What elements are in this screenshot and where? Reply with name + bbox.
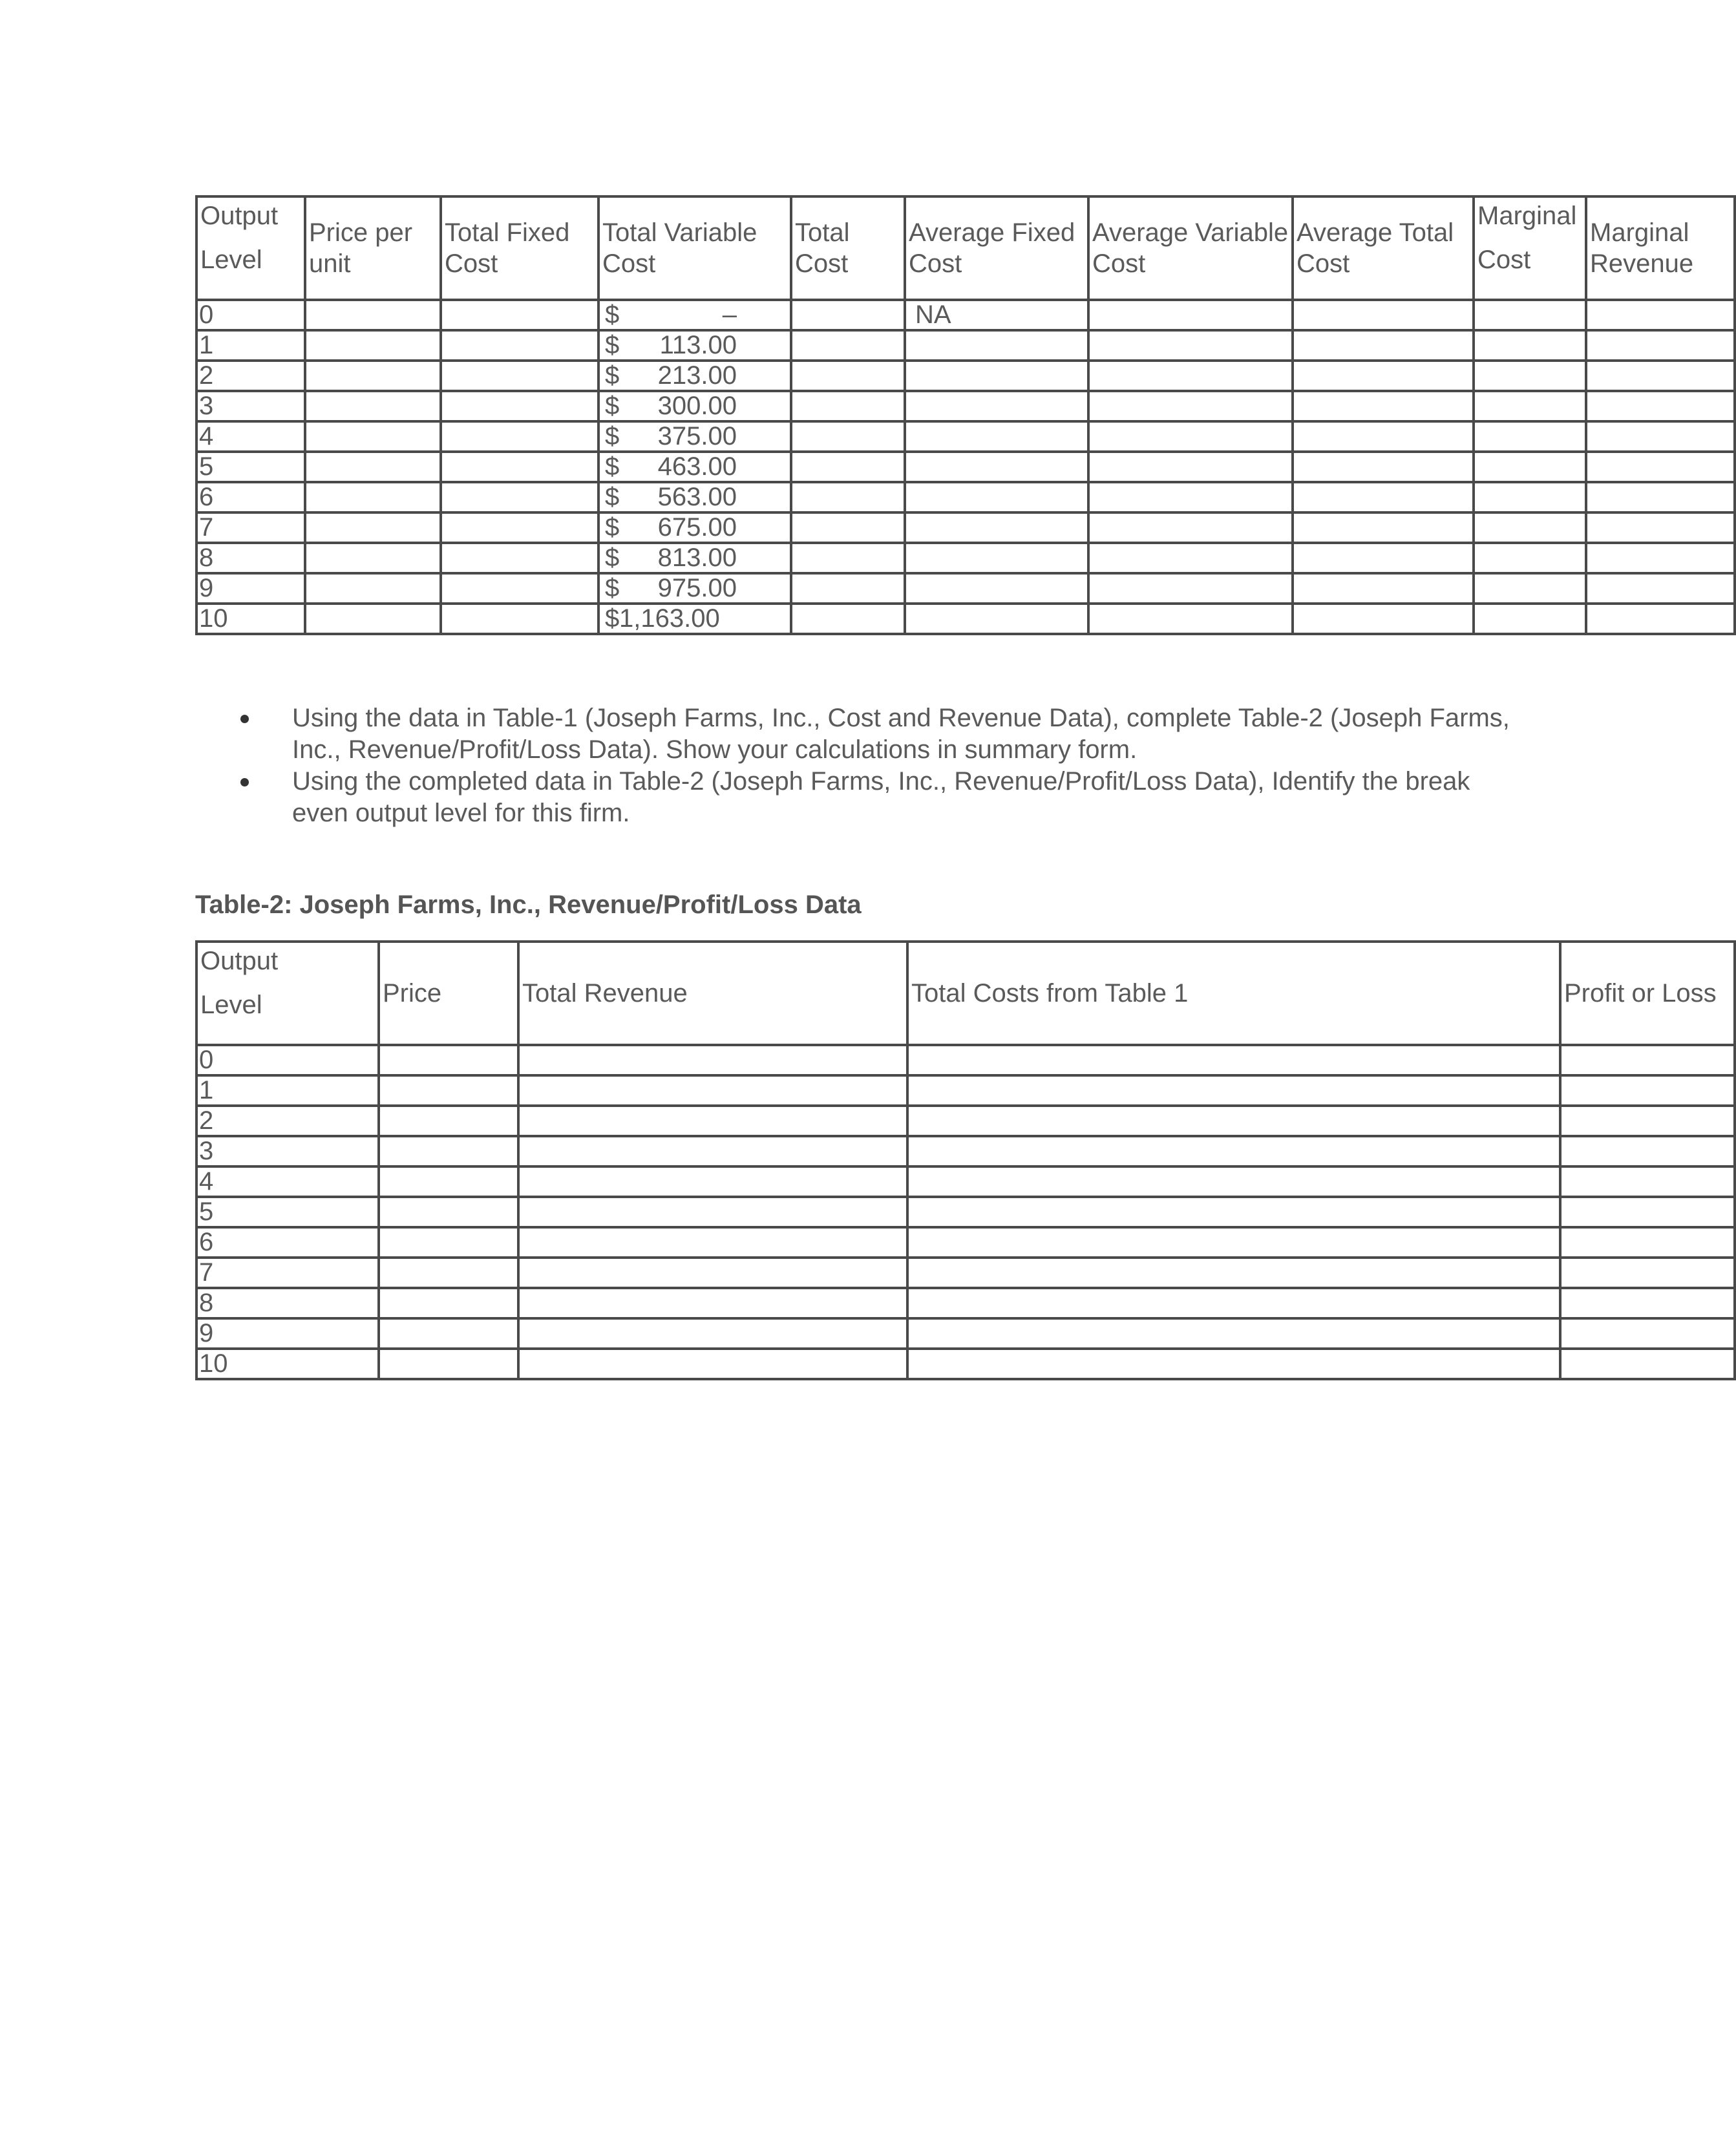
amount-value: 375.00 [657,422,737,450]
marginal-revenue-cell [1586,300,1735,330]
header-price-per-unit-text: Price per unit [309,218,413,278]
marginal-revenue-cell [1586,573,1735,604]
average-variable-cost-cell [1088,604,1293,634]
marginal-cost-cell [1474,391,1586,421]
header-output-level-line1: Output [200,202,279,230]
average-total-cost-cell [1293,300,1474,330]
header-price [379,942,518,1045]
average-total-cost-cell [1293,421,1474,452]
header-total-costs-from-table1 [907,942,1560,1045]
total-fixed-cost-cell [441,452,598,482]
average-fixed-cost-cell [905,512,1088,543]
header-profit-or-loss [1560,942,1735,1045]
average-fixed-cost-cell [905,391,1088,421]
price-cell [379,1136,518,1166]
total-costs-cell [907,1197,1560,1227]
output-level-cell: 1 [196,1075,379,1106]
average-variable-cost-cell [1088,543,1293,573]
output-level-cell: 7 [196,512,305,543]
total-variable-cost-cell [598,421,791,452]
total-cost-cell [791,604,905,634]
price-per-unit-cell [305,300,441,330]
profit-or-loss-cell [1560,1075,1735,1106]
average-fixed-cost-cell [905,543,1088,573]
header-output-level-line1: Output [200,947,279,975]
average-total-cost-cell [1293,452,1474,482]
marginal-cost-cell [1474,543,1586,573]
average-variable-cost-cell [1088,300,1293,330]
bullet-dot-icon [240,778,249,786]
output-level-cell: 3 [196,1136,379,1166]
total-revenue-cell [518,1075,907,1106]
instruction-item [240,766,1520,829]
header-average-variable-cost [1088,196,1293,300]
total-revenue-cell [518,1166,907,1197]
marginal-revenue-cell [1586,543,1735,573]
total-variable-cost-cell [598,482,791,512]
total-costs-cell [907,1106,1560,1136]
bullet-dot-icon [240,715,249,723]
total-revenue-cell [518,1318,907,1349]
output-level-cell: 6 [196,482,305,512]
output-level-cell: 8 [196,543,305,573]
currency-symbol: $ [605,574,620,602]
amount-value: – [722,301,737,329]
output-level-cell: 4 [196,1166,379,1197]
table-row [196,1288,1735,1318]
price-per-unit-cell [305,391,441,421]
average-fixed-cost-cell [905,573,1088,604]
header-total-fixed-cost [441,196,598,300]
total-fixed-cost-cell [441,300,598,330]
total-variable-cost-cell [598,330,791,361]
table-row [196,1045,1735,1075]
average-variable-cost-cell [1088,421,1293,452]
table-row [196,1258,1735,1288]
table-row [196,1166,1735,1197]
total-costs-cell [907,1166,1560,1197]
currency-symbol: $ [605,361,620,390]
table-row [196,361,1735,391]
marginal-cost-cell [1474,482,1586,512]
table2-title: Table-2: Joseph Farms, Inc., Revenue/Profit/Loss Data [195,891,862,919]
currency-symbol: $ [605,513,620,542]
output-level-cell: 8 [196,1288,379,1318]
average-fixed-cost-cell [905,604,1088,634]
table-row [196,1106,1735,1136]
price-per-unit-cell [305,604,441,634]
header-average-fixed-cost [905,196,1088,300]
price-cell [379,1318,518,1349]
header-output-level-line2: Level [200,246,262,274]
price-cell [379,1197,518,1227]
header-total-cost [791,196,905,300]
price-cell [379,1045,518,1075]
average-fixed-cost-cell [905,482,1088,512]
average-total-cost-cell [1293,512,1474,543]
total-revenue-cell [518,1136,907,1166]
table-row [196,1075,1735,1106]
total-cost-cell [791,391,905,421]
table-row [196,604,1735,634]
total-variable-cost-cell [598,573,791,604]
currency-symbol: $ [605,543,620,572]
price-per-unit-cell [305,421,441,452]
price-per-unit-cell [305,452,441,482]
total-revenue-cell [518,1258,907,1288]
average-variable-cost-cell [1088,573,1293,604]
table-row [196,391,1735,421]
currency-symbol: $ [605,301,620,329]
marginal-revenue-cell [1586,512,1735,543]
marginal-cost-cell [1474,421,1586,452]
currency-symbol: $ [605,604,620,633]
average-fixed-cost-cell [905,452,1088,482]
table-row [196,421,1735,452]
output-level-cell: 2 [196,1106,379,1136]
price-per-unit-cell [305,512,441,543]
total-revenue-cell [518,1227,907,1258]
header-marginal-revenue-text: Marginal Revenue [1590,218,1694,278]
amount-value: 113.00 [659,331,737,359]
total-costs-cell [907,1075,1560,1106]
marginal-cost-cell [1474,604,1586,634]
total-cost-cell [791,452,905,482]
header-average-variable-cost-text: Average Variable Cost [1092,218,1289,278]
profit-or-loss-cell [1560,1227,1735,1258]
total-costs-cell [907,1045,1560,1075]
marginal-cost-cell [1474,452,1586,482]
instruction-text: Using the completed data in Table-2 (Joseph Farms, Inc., Revenue/Profit/Loss Data), Identify the break even output level for this firm. [292,767,1470,827]
header-price-text: Price [383,979,442,1007]
price-cell [379,1227,518,1258]
average-fixed-cost-cell [905,421,1088,452]
table2-header-row [196,942,1735,1045]
header-profit-or-loss-text: Profit or Loss [1564,979,1717,1007]
amount-value: 975.00 [657,574,737,602]
total-cost-cell [791,512,905,543]
total-variable-cost-cell [598,604,791,634]
marginal-revenue-cell [1586,421,1735,452]
header-output-level [196,196,305,300]
total-costs-cell [907,1136,1560,1166]
table-row [196,1227,1735,1258]
marginal-revenue-cell [1586,482,1735,512]
average-variable-cost-cell [1088,512,1293,543]
amount-value: 675.00 [657,513,737,542]
instruction-item [240,702,1520,766]
total-cost-cell [791,482,905,512]
marginal-cost-cell [1474,300,1586,330]
total-revenue-cell [518,1045,907,1075]
average-variable-cost-cell [1088,482,1293,512]
price-cell [379,1166,518,1197]
average-fixed-cost-cell: NA [905,300,1088,330]
table1-header-row [196,196,1735,300]
total-revenue-cell [518,1197,907,1227]
revenue-profit-loss-table [195,940,1736,1380]
total-fixed-cost-cell [441,421,598,452]
marginal-cost-cell [1474,330,1586,361]
instructions-list [240,702,1520,829]
price-cell [379,1075,518,1106]
average-fixed-cost-cell [905,361,1088,391]
header-total-costs-from-table1-text: Total Costs from Table 1 [911,979,1189,1007]
marginal-revenue-cell [1586,330,1735,361]
average-total-cost-cell [1293,573,1474,604]
output-level-cell: 9 [196,573,305,604]
total-fixed-cost-cell [441,330,598,361]
output-level-cell: 5 [196,452,305,482]
table-row [196,330,1735,361]
output-level-cell: 3 [196,391,305,421]
table-row [196,512,1735,543]
output-level-cell: 10 [196,604,305,634]
currency-symbol: $ [605,483,620,511]
output-level-cell: 4 [196,421,305,452]
total-cost-cell [791,300,905,330]
marginal-revenue-cell [1586,391,1735,421]
amount-value: 300.00 [657,392,737,420]
profit-or-loss-cell [1560,1288,1735,1318]
currency-symbol: $ [605,392,620,420]
header-marginal-revenue [1586,196,1735,300]
average-variable-cost-cell [1088,330,1293,361]
instruction-text: Using the data in Table-1 (Joseph Farms, Inc., Cost and Revenue Data), complete Table-2 (Joseph Farms, Inc., Revenue/Profit/Loss Data). Show your calculations in summary form. [292,704,1510,764]
cost-revenue-table [195,195,1736,635]
average-variable-cost-cell [1088,391,1293,421]
total-costs-cell [907,1349,1560,1379]
profit-or-loss-cell [1560,1045,1735,1075]
output-level-cell: 7 [196,1258,379,1288]
price-per-unit-cell [305,330,441,361]
header-total-variable-cost-text: Total Variable Cost [602,218,757,278]
output-level-cell: 9 [196,1318,379,1349]
total-variable-cost-cell [598,391,791,421]
average-variable-cost-cell [1088,452,1293,482]
marginal-cost-cell [1474,573,1586,604]
table-row [196,1349,1735,1379]
table-row [196,1197,1735,1227]
amount-value: 1,163.00 [619,604,720,633]
total-variable-cost-cell [598,543,791,573]
total-cost-cell [791,361,905,391]
table-row [196,543,1735,573]
profit-or-loss-cell [1560,1258,1735,1288]
marginal-revenue-cell [1586,604,1735,634]
profit-or-loss-cell [1560,1197,1735,1227]
average-total-cost-cell [1293,391,1474,421]
total-costs-cell [907,1318,1560,1349]
total-fixed-cost-cell [441,391,598,421]
average-total-cost-cell [1293,604,1474,634]
header-average-total-cost-text: Average Total Cost [1297,218,1454,278]
header-output-level-line2: Level [200,991,262,1019]
price-cell [379,1288,518,1318]
total-fixed-cost-cell [441,543,598,573]
total-cost-cell [791,543,905,573]
output-level-cell: 6 [196,1227,379,1258]
profit-or-loss-cell [1560,1349,1735,1379]
amount-value: 563.00 [657,483,737,511]
total-cost-cell [791,330,905,361]
header-average-total-cost [1293,196,1474,300]
marginal-revenue-cell [1586,361,1735,391]
header-marginal-cost-line1: Marginal [1477,202,1577,230]
marginal-cost-cell [1474,512,1586,543]
amount-value: 463.00 [657,452,737,481]
price-cell [379,1106,518,1136]
total-variable-cost-cell [598,512,791,543]
amount-value: 213.00 [657,361,737,390]
profit-or-loss-cell [1560,1166,1735,1197]
output-level-cell: 5 [196,1197,379,1227]
average-total-cost-cell [1293,361,1474,391]
table-row [196,1136,1735,1166]
total-fixed-cost-cell [441,573,598,604]
header-average-fixed-cost-text: Average Fixed Cost [909,218,1075,278]
table-row [196,482,1735,512]
total-variable-cost-cell [598,452,791,482]
amount-value: 813.00 [657,543,737,572]
header-output-level [196,942,379,1045]
total-costs-cell [907,1227,1560,1258]
total-fixed-cost-cell [441,512,598,543]
price-per-unit-cell [305,573,441,604]
table-row [196,573,1735,604]
currency-symbol: $ [605,452,620,481]
average-total-cost-cell [1293,543,1474,573]
total-fixed-cost-cell [441,361,598,391]
marginal-revenue-cell [1586,452,1735,482]
header-marginal-cost-line2: Cost [1477,246,1531,274]
average-total-cost-cell [1293,330,1474,361]
price-cell [379,1258,518,1288]
currency-symbol: $ [605,422,620,450]
total-revenue-cell [518,1106,907,1136]
total-fixed-cost-cell [441,482,598,512]
price-per-unit-cell [305,543,441,573]
profit-or-loss-cell [1560,1106,1735,1136]
table-row [196,1318,1735,1349]
header-total-cost-text: Total Cost [795,218,850,278]
output-level-cell: 2 [196,361,305,391]
average-fixed-cost-cell [905,330,1088,361]
header-total-revenue-text: Total Revenue [522,979,688,1007]
total-cost-cell [791,573,905,604]
marginal-cost-cell [1474,361,1586,391]
output-level-cell: 1 [196,330,305,361]
price-per-unit-cell [305,361,441,391]
output-level-cell: 0 [196,300,305,330]
average-total-cost-cell [1293,482,1474,512]
header-total-revenue [518,942,907,1045]
total-revenue-cell [518,1349,907,1379]
price-cell [379,1349,518,1379]
profit-or-loss-cell [1560,1136,1735,1166]
total-variable-cost-cell [598,361,791,391]
header-price-per-unit [305,196,441,300]
total-costs-cell [907,1258,1560,1288]
output-level-cell: 0 [196,1045,379,1075]
table-row [196,300,1735,330]
profit-or-loss-cell [1560,1318,1735,1349]
price-per-unit-cell [305,482,441,512]
header-total-fixed-cost-text: Total Fixed Cost [445,218,570,278]
total-cost-cell [791,421,905,452]
total-costs-cell [907,1288,1560,1318]
output-level-cell: 10 [196,1349,379,1379]
currency-symbol: $ [605,331,620,359]
average-variable-cost-cell [1088,361,1293,391]
total-revenue-cell [518,1288,907,1318]
total-variable-cost-cell [598,300,791,330]
total-fixed-cost-cell [441,604,598,634]
table-row [196,452,1735,482]
header-marginal-cost [1474,196,1586,300]
header-total-variable-cost [598,196,791,300]
